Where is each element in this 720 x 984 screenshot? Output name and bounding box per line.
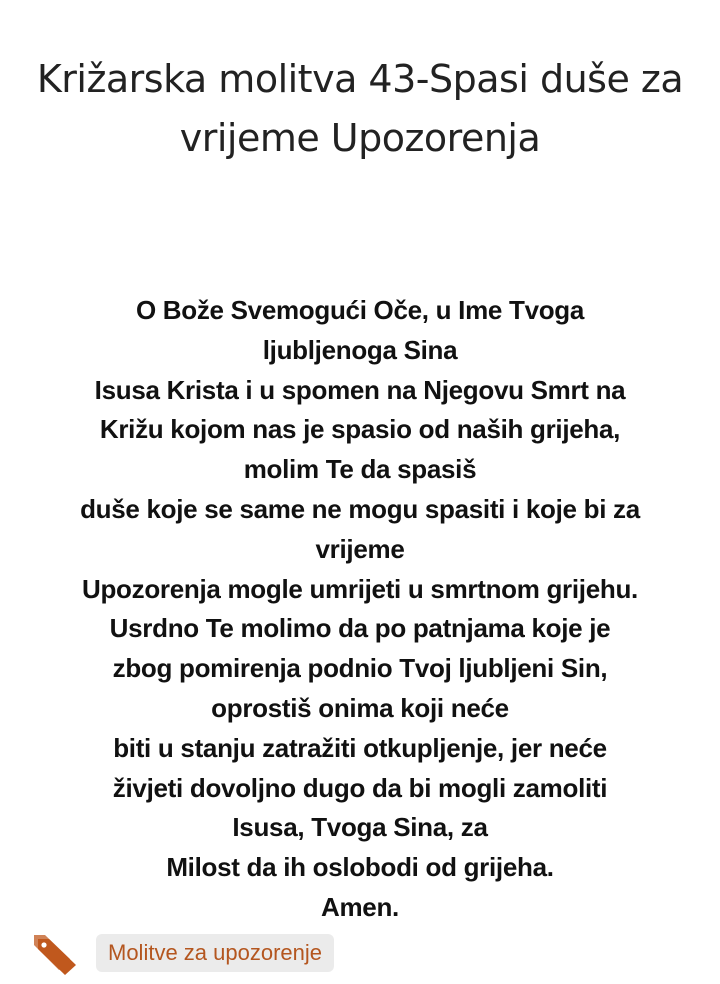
prayer-line: vrijeme — [315, 533, 405, 564]
prayer-line: Milost da ih oslobodi od grijeha. — [166, 852, 554, 883]
prayer-line: oprostiš onima koji neće — [211, 692, 509, 723]
prayer-line: Križu kojom nas je spasio od naših grijeha, — [99, 414, 621, 445]
prayer-line: zbog pomirenja podnio Tvoj ljubljeni Sin, — [112, 653, 608, 684]
post-tags — [30, 930, 334, 976]
prayer-line: duše koje se same ne mogu spasiti i koje bi za — [80, 493, 640, 524]
prayer-text — [14, 291, 706, 928]
prayer-line: Upozorenja mogle umrijeti u smrtnom grijehu. — [82, 573, 638, 604]
prayer-line: Usrdno Te molimo da po patnjama koje je — [109, 613, 611, 644]
prayer-line: Isusa, Tvoga Sina, za — [232, 812, 488, 843]
tags-icon — [30, 931, 80, 975]
prayer-line: O Bože Svemogući Oče, u Ime Tvoga — [135, 295, 585, 325]
prayer-line: Isusa Krista i u spomen na Njegovu Smrt na — [94, 374, 626, 405]
prayer-line: biti u stanju zatražiti otkupljenje, jer neće — [113, 732, 607, 763]
tag-link-molitve-za-upozorenje[interactable]: Molitve za upozorenje — [96, 934, 334, 972]
post-title: Križarska molitva 43-Spasi duše za vrijeme Upozorenja — [36, 57, 684, 160]
prayer-line: ljubljenoga Sina — [262, 334, 458, 365]
prayer-line: molim Te da spasiš — [243, 454, 477, 485]
prayer-line: Amen. — [321, 891, 399, 922]
prayer-line: živjeti dovoljno dugo da bi mogli zamoliti — [112, 772, 608, 803]
